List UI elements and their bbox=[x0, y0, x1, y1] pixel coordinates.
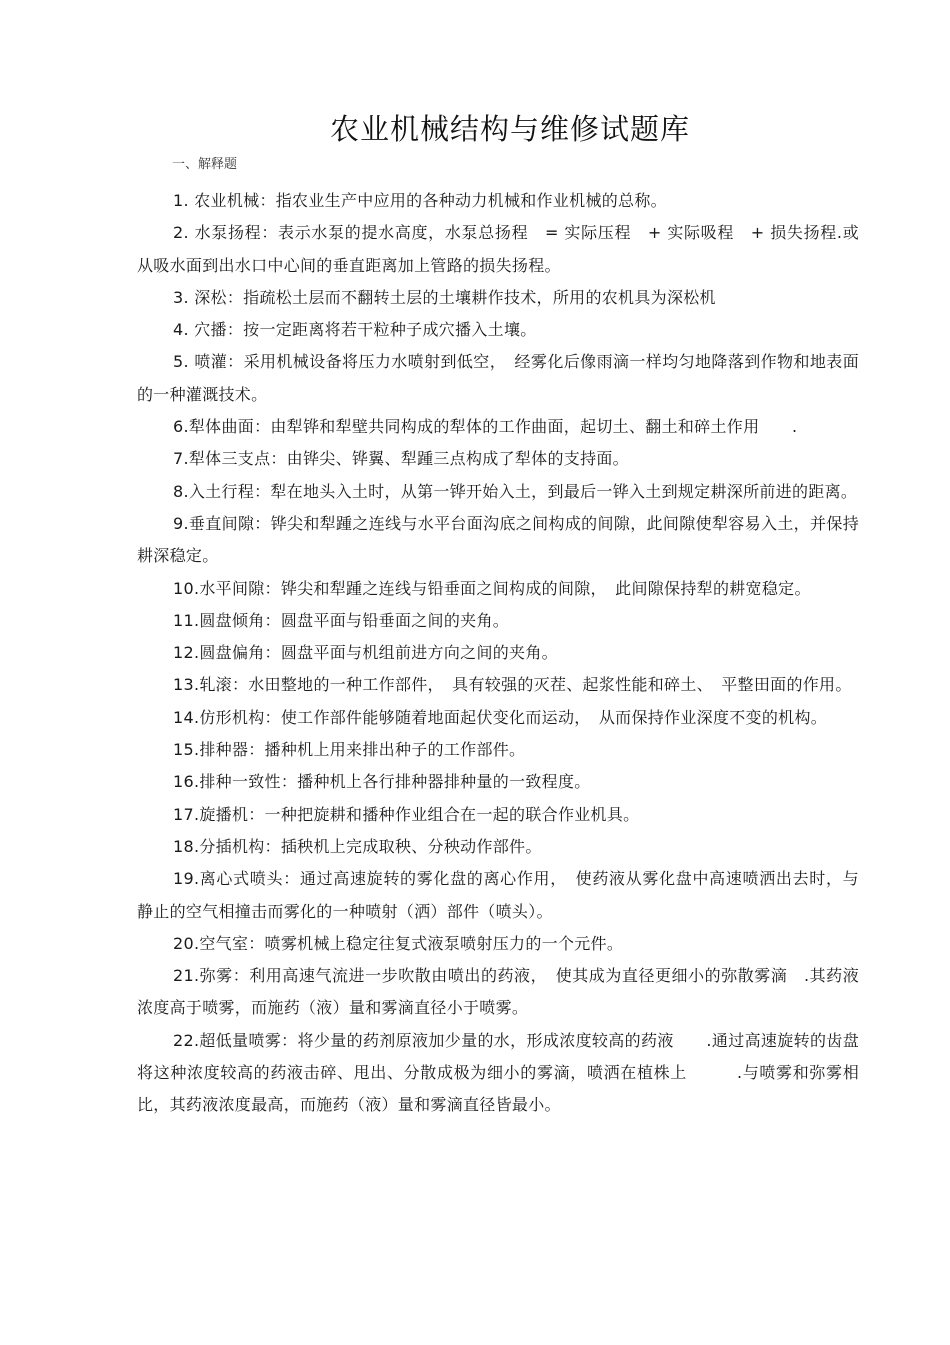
definition-entry: 3. 深松：指疏松土层而不翻转土层的土壤耕作技术，所用的农机具为深松机 bbox=[173, 287, 716, 307]
section-heading: 一、解释题 bbox=[172, 157, 238, 172]
definition-entry: 10.水平间隙：铧尖和犁踵之连线与铅垂面之间构成的间隙， 此间隙保持犁的耕宽稳定。 bbox=[173, 578, 811, 598]
definition-entry: 8.入土行程：犁在地头入土时，从第一铧开始入土，到最后一铧入土到规定耕深所前进的距离。 bbox=[173, 481, 858, 501]
definition-entry: 21.弥雾：利用高速气流进一步吹散由喷出的药液， 使其成为直径更细小的弥散雾滴 .其药液浓度高于喷雾，而施药（液）量和雾滴直径小于喷雾。 bbox=[137, 966, 859, 1018]
definition-entry: 19.离心式喷头：通过高速旋转的雾化盘的离心作用， 使药液从雾化盘中高速喷洒出去时，与静止的空气相撞击而雾化的一种喷射（洒）部件（喷头）。 bbox=[137, 869, 859, 921]
definition-entry: 17.旋播机：一种把旋耕和播种作业组合在一起的联合作业机具。 bbox=[173, 804, 640, 824]
definition-entry: 16.排种一致性：播种机上各行排种器排种量的一致程度。 bbox=[173, 772, 591, 792]
definition-entry: 22.超低量喷雾：将少量的药剂原液加少量的水，形成浓度较高的药液 .通过高速旋转的齿盘将这种浓度较高的药液击碎、甩出、分散成极为细小的雾滴，喷洒在植株上 .与喷雾和弥雾相比，其药液浓度最高，而施药（液）量和雾滴直径皆最小。 bbox=[137, 1030, 859, 1115]
definition-entry: 5. 喷灌：采用机械设备将压力水喷射到低空， 经雾化后像雨滴一样均匀地降落到作物和地表面的一种灌溉技术。 bbox=[137, 352, 859, 404]
definition-entry: 18.分插机构：插秧机上完成取秧、分秧动作部件。 bbox=[173, 836, 542, 856]
definition-list bbox=[137, 185, 859, 1122]
definition-entry: 7.犁体三支点：由铧尖、铧翼、犁踵三点构成了犁体的支持面。 bbox=[173, 449, 629, 469]
definition-entry: 4. 穴播：按一定距离将若干粒种子成穴播入土壤。 bbox=[173, 320, 537, 340]
definition-entry: 1. 农业机械：指农业生产中应用的各种动力机械和作业机械的总称。 bbox=[173, 191, 667, 210]
definition-entry: 13.轧滚：水田整地的一种工作部件， 具有较强的灭茬、起浆性能和碎土、 平整田面的作用。 bbox=[173, 675, 852, 695]
definition-entry: 15.排种器：播种机上用来排出种子的工作部件。 bbox=[173, 740, 526, 760]
definition-entry: 6.犁体曲面：由犁铧和犁壁共同构成的犁体的工作曲面，起切土、翻土和碎土作用 . bbox=[173, 417, 798, 437]
definition-entry: 2. 水泵扬程：表示水泵的提水高度，水泵总扬程 = 实际压程 + 实际吸程 + 损失扬程.或从吸水面到出水口中心间的垂直距离加上管路的损失扬程。 bbox=[137, 223, 859, 275]
definition-entry: 9.垂直间隙：铧尖和犁踵之连线与水平台面沟底之间构成的间隙，此间隙使犁容易入土，并保持耕深稳定。 bbox=[137, 513, 859, 566]
definition-entry: 12.圆盘偏角：圆盘平面与机组前进方向之间的夹角。 bbox=[173, 643, 558, 663]
definition-entry: 14.仿形机构：使工作部件能够随着地面起伏变化而运动， 从而保持作业深度不变的机构。 bbox=[173, 707, 828, 727]
definition-entry: 20.空气室：喷雾机械上稳定往复式液泵喷射压力的一个元件。 bbox=[173, 933, 624, 953]
definition-entry: 11.圆盘倾角：圆盘平面与铅垂面之间的夹角。 bbox=[173, 610, 510, 630]
document-title: 农业机械结构与维修试题库 bbox=[329, 112, 690, 146]
